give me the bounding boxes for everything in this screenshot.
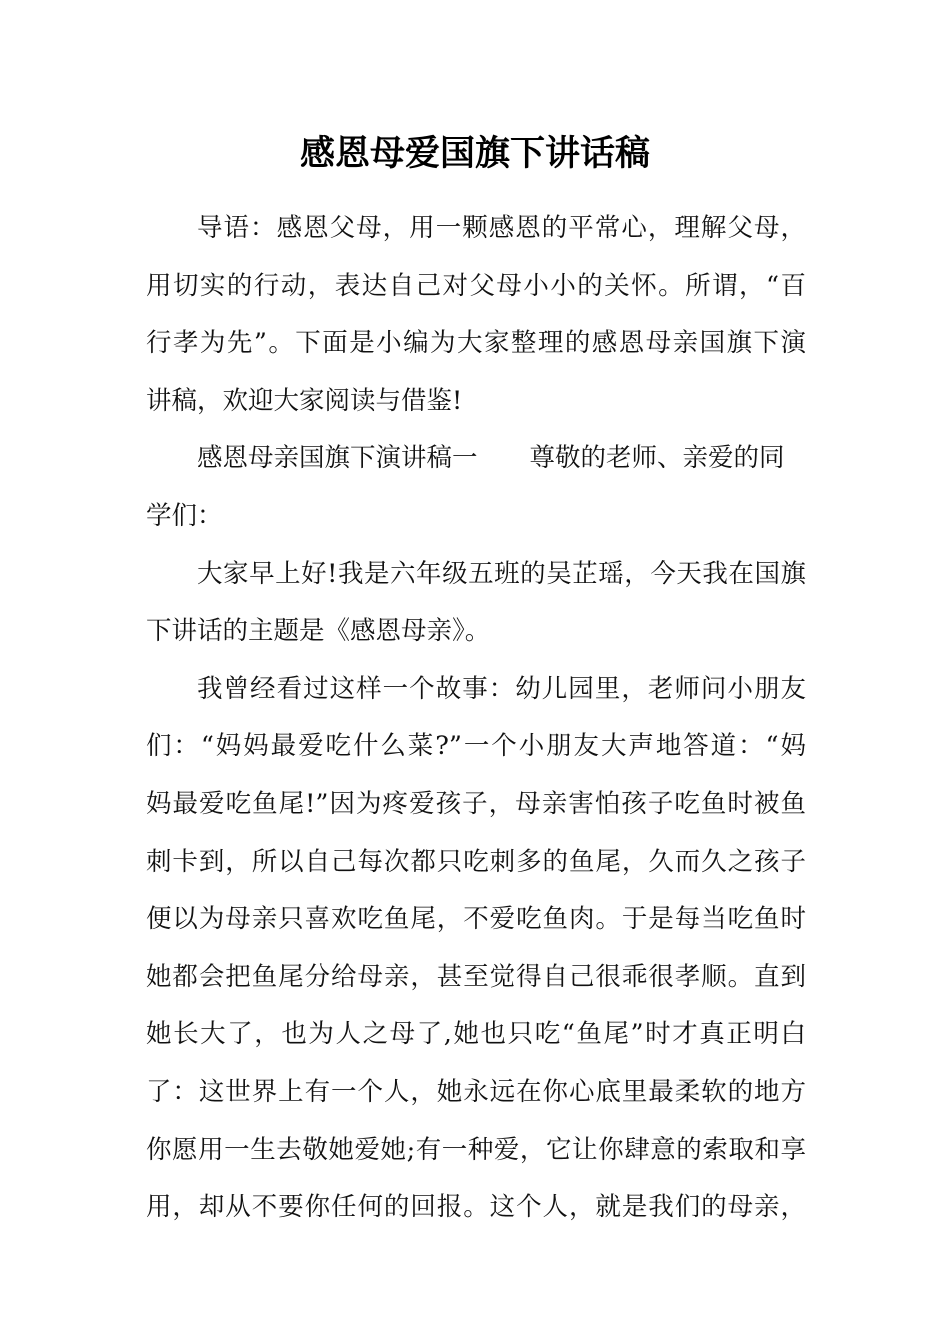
paragraph-intro-line: 导语：感恩父母，用一颗感恩的平常心，理解父母， (197, 213, 806, 243)
paragraph-story-line: 她长大了，也为人之母了,她也只吃“鱼尾”时才真正明白 (146, 1019, 806, 1050)
paragraph-greeting-line: 大家早上好!我是六年级五班的吴芷瑶，今天我在国旗 (197, 558, 806, 589)
paragraph-story-line: 便以为母亲只喜欢吃鱼尾，不爱吃鱼肉。于是每当吃鱼时 (146, 904, 806, 935)
paragraph-story-line: 妈最爱吃鱼尾!”因为疼爱孩子，母亲害怕孩子吃鱼时被鱼 (146, 788, 806, 819)
paragraph-story-line: 我曾经看过这样一个故事：幼儿园里，老师问小朋友 (197, 673, 806, 704)
speech-heading: 感恩母亲国旗下演讲稿一 (197, 443, 478, 474)
paragraph-story-line: 刺卡到，所以自己每次都只吃刺多的鱼尾，久而久之孩子 (146, 846, 806, 877)
salutation-start: 尊敬的老师、亲爱的同 (529, 443, 785, 474)
paragraph-story-line: 你愿用一生去敬她爱她;有一种爱，它让你肆意的索取和享 (146, 1134, 806, 1165)
document-body (146, 200, 806, 1237)
speech-heading-line (146, 430, 806, 488)
paragraph-story-line: 她都会把鱼尾分给母亲，甚至觉得自己很乖很孝顺。直到 (146, 961, 806, 992)
paragraph-intro-line: 用切实的行动，表达自己对父母小小的关怀。所谓，“百 (146, 270, 806, 301)
paragraph-intro-line: 讲稿，欢迎大家阅读与借鉴! (146, 385, 463, 416)
paragraph-story-line: 了：这世界上有一个人，她永远在你心底里最柔软的地方 (146, 1076, 806, 1107)
document-title: 感恩母爱国旗下讲话稿 (299, 133, 650, 174)
salutation-line: 学们： (146, 500, 223, 531)
paragraph-story-line: 们：“妈妈最爱吃什么菜?”一个小朋友大声地答道：“妈 (146, 731, 806, 762)
paragraph-intro-line: 行孝为先”。下面是小编为大家整理的感恩母亲国旗下演 (146, 328, 806, 359)
paragraph-story-line: 用，却从不要你任何的回报。这个人，就是我们的母亲， (146, 1192, 806, 1223)
paragraph-greeting-line: 下讲话的主题是《感恩母亲》。 (146, 616, 491, 647)
